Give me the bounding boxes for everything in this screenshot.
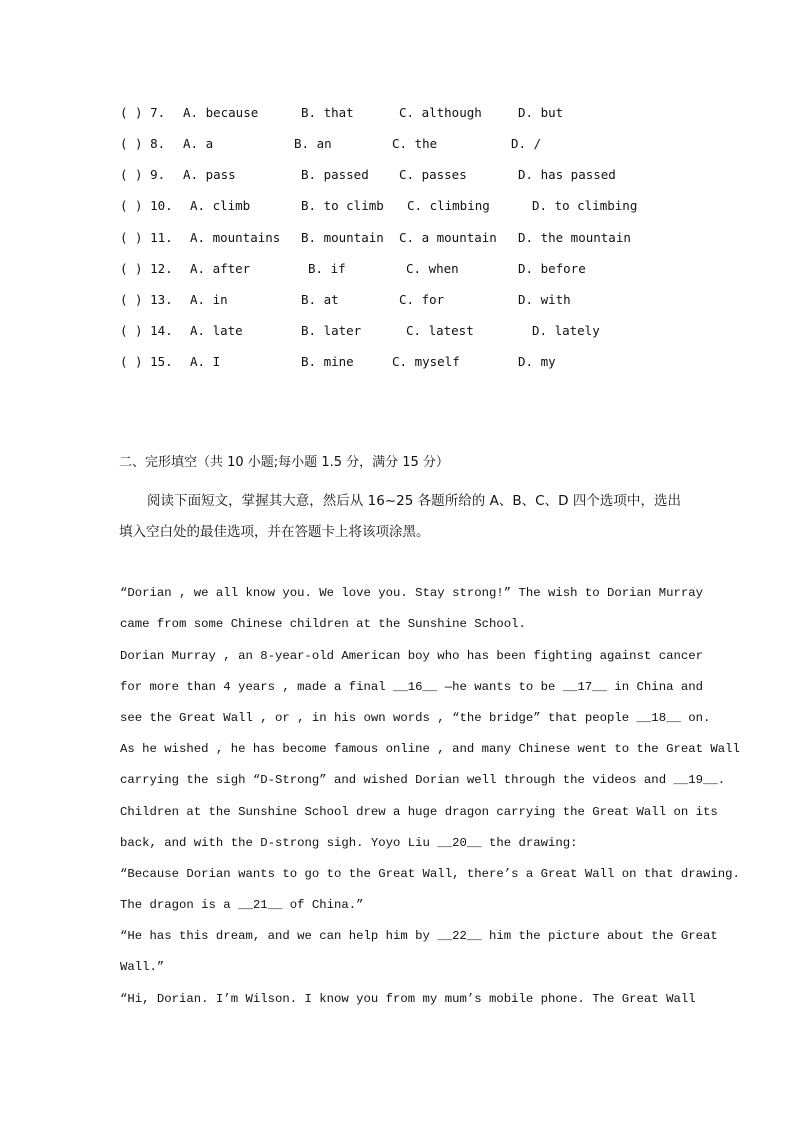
passage-line: “Hi, Dorian. I’m Wilson. I know you from my mum’s mobile phone. The Great Wall bbox=[120, 992, 696, 1006]
question-row bbox=[120, 290, 680, 310]
option-b: B. mountain bbox=[301, 230, 384, 245]
question-number: ( ) 11. bbox=[120, 230, 173, 245]
option-a: A. after bbox=[190, 261, 251, 276]
passage-line: back, and with the D-strong sigh. Yoyo Liu __20__ the drawing: bbox=[120, 836, 578, 850]
section-instruction: 阅读下面短文，掌握其大意，然后从 16~25 各题所给的 A、B、C、D 四个选项中，选出填入空白处的最佳选项，并在答题卡上将该项涂黑。 bbox=[119, 493, 681, 540]
option-a: A. I bbox=[190, 354, 221, 369]
option-a: A. a bbox=[183, 136, 214, 151]
passage-line: “He has this dream, and we can help him by __22__ him the picture about the Great bbox=[120, 929, 718, 943]
question-number: ( ) 12. bbox=[120, 261, 173, 276]
question-row bbox=[120, 196, 680, 216]
question-number: ( ) 15. bbox=[120, 354, 173, 369]
option-c: C. latest bbox=[406, 323, 474, 338]
question-row bbox=[120, 103, 680, 123]
option-c: C. for bbox=[399, 292, 445, 307]
passage-line: “Dorian , we all know you. We love you. Stay strong!” The wish to Dorian Murray bbox=[120, 586, 703, 600]
option-d: D. the mountain bbox=[518, 230, 631, 245]
option-c: C. a mountain bbox=[399, 230, 497, 245]
option-b: B. later bbox=[301, 323, 362, 338]
passage-line: Dorian Murray , an 8-year-old American boy who has been fighting against cancer bbox=[120, 649, 703, 663]
question-number: ( ) 13. bbox=[120, 292, 173, 307]
passage-line: The dragon is a __21__ of China.” bbox=[120, 898, 364, 912]
option-c: C. when bbox=[406, 261, 459, 276]
option-d: D. lately bbox=[532, 323, 600, 338]
question-row bbox=[120, 134, 680, 154]
option-c: C. passes bbox=[399, 167, 467, 182]
question-row bbox=[120, 165, 680, 185]
passage-line: carrying the sigh “D-Strong” and wished Dorian well through the videos and __19__. bbox=[120, 773, 726, 787]
option-d: D. but bbox=[518, 105, 564, 120]
option-d: D. before bbox=[518, 261, 586, 276]
section-title: 二、完形填空（共 10 小题;每小题 1.5 分，满分 15 分） bbox=[119, 455, 449, 470]
option-b: B. mine bbox=[301, 354, 354, 369]
option-a: A. in bbox=[190, 292, 228, 307]
option-d: D. has passed bbox=[518, 167, 616, 182]
question-row bbox=[120, 228, 680, 248]
option-a: A. mountains bbox=[190, 230, 281, 245]
question-row bbox=[120, 321, 680, 341]
question-number: ( ) 9. bbox=[120, 167, 166, 182]
option-c: C. climbing bbox=[407, 198, 490, 213]
option-b: B. if bbox=[308, 261, 346, 276]
option-b: B. that bbox=[301, 105, 354, 120]
option-a: A. because bbox=[183, 105, 259, 120]
option-b: B. at bbox=[301, 292, 339, 307]
option-d: D. / bbox=[511, 136, 542, 151]
passage-line: Wall.” bbox=[120, 960, 165, 974]
question-row bbox=[120, 259, 680, 279]
question-number: ( ) 14. bbox=[120, 323, 173, 338]
option-b: B. passed bbox=[301, 167, 369, 182]
option-b: B. to climb bbox=[301, 198, 384, 213]
passage-line: As he wished , he has become famous online , and many Chinese went to the Great Wall bbox=[120, 742, 740, 756]
question-row bbox=[120, 352, 680, 372]
option-d: D. with bbox=[518, 292, 571, 307]
passage-line: see the Great Wall , or , in his own words , “the bridge” that people __18__ on. bbox=[120, 711, 711, 725]
option-c: C. the bbox=[392, 136, 438, 151]
option-b: B. an bbox=[294, 136, 332, 151]
option-c: C. although bbox=[399, 105, 482, 120]
option-a: A. climb bbox=[190, 198, 251, 213]
question-number: ( ) 10. bbox=[120, 198, 173, 213]
option-a: A. late bbox=[190, 323, 243, 338]
option-d: D. to climbing bbox=[532, 198, 638, 213]
question-number: ( ) 8. bbox=[120, 136, 166, 151]
option-d: D. my bbox=[518, 354, 556, 369]
option-c: C. myself bbox=[392, 354, 460, 369]
option-a: A. pass bbox=[183, 167, 236, 182]
passage-line: “Because Dorian wants to go to the Great Wall, there’s a Great Wall on that drawing. bbox=[120, 867, 740, 881]
passage-line: Children at the Sunshine School drew a huge dragon carrying the Great Wall on its bbox=[120, 805, 718, 819]
question-number: ( ) 7. bbox=[120, 105, 166, 120]
passage-line: for more than 4 years , made a final __16__ —he wants to be __17__ in China and bbox=[120, 680, 703, 694]
passage-line: came from some Chinese children at the Sunshine School. bbox=[120, 617, 526, 631]
